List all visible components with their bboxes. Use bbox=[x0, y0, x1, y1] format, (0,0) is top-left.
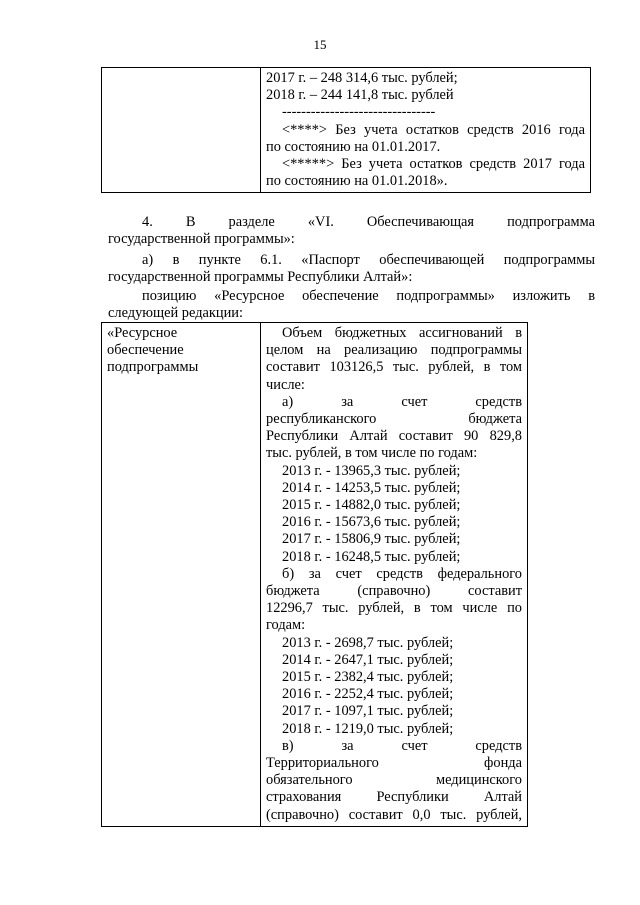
text-line: тыс. рублей, в том числе по годам: bbox=[266, 445, 478, 462]
separator-line: -------------------------------- bbox=[282, 104, 436, 121]
year-line: 2018 г. - 1219,0 тыс. рублей; bbox=[282, 720, 454, 737]
resource-value-cell bbox=[261, 323, 528, 827]
text-line: числе: bbox=[266, 376, 305, 393]
footnote-line: <*****> Без учета остатков средств 2017 года bbox=[282, 156, 585, 173]
year-line: 2015 г. - 2382,4 тыс. рублей; bbox=[282, 669, 454, 686]
text-line: годам: bbox=[266, 617, 306, 634]
label-line: обеспечение bbox=[107, 342, 184, 359]
text-line: Республики Алтай составит 90 829,8 bbox=[266, 428, 522, 445]
year-line: 2018 г. - 16248,5 тыс. рублей; bbox=[282, 548, 461, 565]
year-line: 2014 г. - 14253,5 тыс. рублей; bbox=[282, 479, 461, 496]
text-line: Территориального фонда bbox=[266, 755, 522, 772]
year-line: 2015 г. - 14882,0 тыс. рублей; bbox=[282, 497, 461, 514]
table-right-cell bbox=[261, 68, 591, 193]
label-line: «Ресурсное bbox=[107, 325, 178, 341]
text-line: страхования Республики Алтай bbox=[266, 789, 522, 806]
label-line: подпрограммы bbox=[107, 359, 199, 376]
text-line: Объем бюджетных ассигнований в bbox=[282, 325, 522, 341]
footnote-line: по состоянию на 01.01.2018». bbox=[266, 173, 448, 190]
year-line: 2017 г. - 1097,1 тыс. рублей; bbox=[282, 703, 454, 720]
text-line: в) за счет средств bbox=[282, 737, 522, 754]
text-line: обязательного медицинского bbox=[266, 772, 522, 789]
text-line: бюджета (справочно) составит bbox=[266, 583, 522, 600]
paragraph-line: государственной программы Республики Алтай»: bbox=[108, 269, 413, 286]
table-left-cell bbox=[102, 68, 261, 193]
text-line: 2017 г. – 248 314,6 тыс. рублей; bbox=[266, 70, 458, 86]
year-line: 2014 г. - 2647,1 тыс. рублей; bbox=[282, 651, 454, 668]
footnote-line: <****> Без учета остатков средств 2016 года bbox=[282, 121, 585, 138]
text-line: б) за счет средств федерального bbox=[282, 565, 522, 582]
paragraph-line: следующей редакции: bbox=[108, 305, 243, 322]
year-line: 2017 г. - 15806,9 тыс. рублей; bbox=[282, 531, 461, 548]
text-line: республиканского бюджета bbox=[266, 411, 522, 428]
paragraph-item-a bbox=[108, 252, 595, 286]
paragraph-line: государственной программы»: bbox=[108, 231, 295, 248]
paragraph-section-4 bbox=[108, 214, 595, 248]
text-line: 2018 г. – 244 141,8 тыс. рублей bbox=[266, 87, 454, 104]
text-line: целом на реализацию подпрограммы bbox=[266, 342, 522, 359]
table-continuation bbox=[101, 67, 591, 193]
text-line: а) за счет средств bbox=[282, 393, 522, 410]
resource-table bbox=[101, 322, 528, 827]
text-line: (справочно) составит 0,0 тыс. рублей, bbox=[266, 806, 522, 823]
paragraph-position bbox=[108, 288, 595, 322]
year-line: 2013 г. - 13965,3 тыс. рублей; bbox=[282, 462, 461, 479]
paragraph-line: а) в пункте 6.1. «Паспорт обеспечивающей подпрограммы bbox=[142, 252, 595, 268]
text-line: составит 103126,5 тыс. рублей, в том bbox=[266, 359, 522, 376]
year-line: 2016 г. - 2252,4 тыс. рублей; bbox=[282, 686, 454, 703]
paragraph-line: позицию «Ресурсное обеспечение подпрограммы» изложить в bbox=[142, 288, 595, 304]
resource-label-cell bbox=[102, 323, 261, 827]
text-line: 12296,7 тыс. рублей, в том числе по bbox=[266, 600, 522, 617]
year-line: 2013 г. - 2698,7 тыс. рублей; bbox=[282, 634, 454, 651]
year-line: 2016 г. - 15673,6 тыс. рублей; bbox=[282, 514, 461, 531]
footnote-line: по состоянию на 01.01.2017. bbox=[266, 138, 441, 155]
paragraph-line: 4. В разделе «VI. Обеспечивающая подпрограмма bbox=[142, 214, 595, 230]
page-number: 15 bbox=[313, 37, 327, 52]
